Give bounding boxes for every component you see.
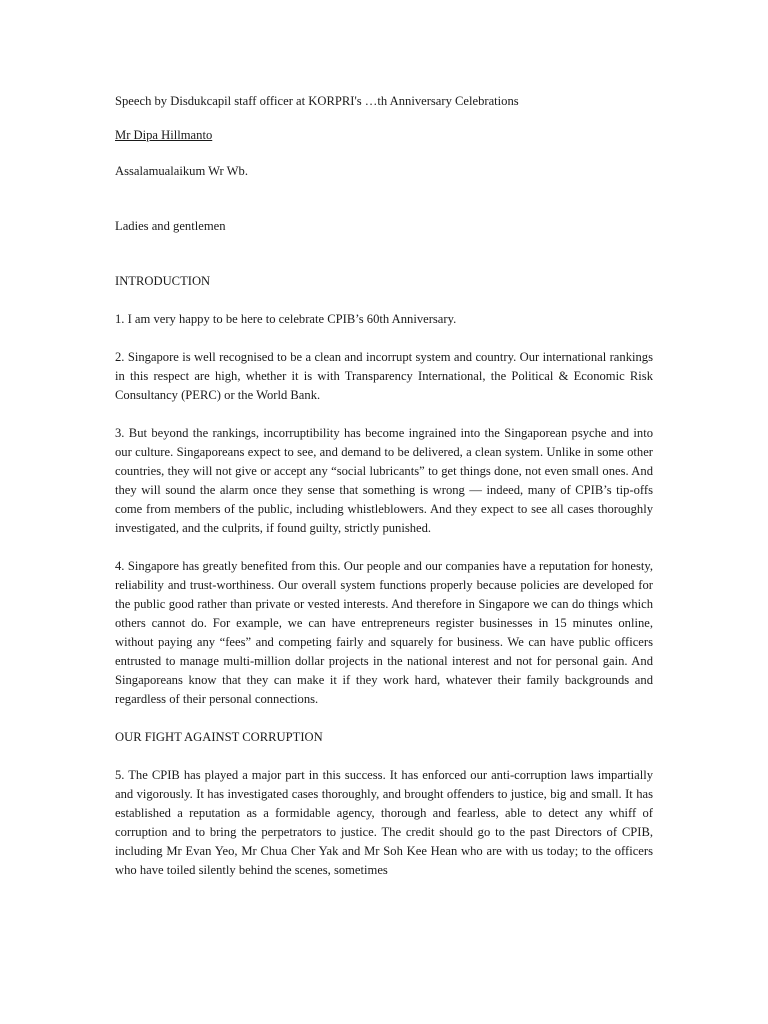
paragraph: 1. I am very happy to be here to celebrate CPIB’s 60th Anniversary. xyxy=(115,312,457,326)
document-page xyxy=(115,92,653,899)
section-heading: OUR FIGHT AGAINST CORRUPTION xyxy=(115,730,323,744)
audience-address: Ladies and gentlemen xyxy=(115,219,226,233)
speaker-name: Mr Dipa Hillmanto xyxy=(115,128,213,142)
section-heading: INTRODUCTION xyxy=(115,274,211,288)
greeting: Assalamualaikum Wr Wb. xyxy=(115,164,248,178)
speech-title: Speech by Disdukcapil staff officer at KORPRI's …th Anniversary Celebrations xyxy=(115,94,519,108)
paragraph: 3. But beyond the rankings, incorruptibility has become ingrained into the Singaporean psyche and into our culture. Singaporeans expect to see, and demand to be delivered, a clean system. Unlike in some other countries, they will not give or accept any “social lubricants” to get things done, not even small ones. And they will sound the alarm once they sense that something is wrong — indeed, many of CPIB’s tip-offs come from members of the public, including whistleblowers. And they expect to see all cases thoroughly investigated, and the culprits, if found guilty, strictly punished. xyxy=(115,426,653,535)
section-fight-against-corruption xyxy=(115,728,653,880)
paragraph: 4. Singapore has greatly benefited from this. Our people and our companies have a reputation for honesty, reliability and trust-worthiness. Our overall system functions properly because policies are developed for the public good rather than private or vested interests. And therefore in Singapore we can do things which others cannot do. For example, we can have entrepreneurs register businesses in 15 minutes online, without paying any “fees” and competing fairly and squarely for business. We can have public officers entrusted to manage multi-million dollar projects in the national interest and not for personal gain. And Singaporeans know that they can make it if they work hard, whatever their family backgrounds and regardless of their personal connections. xyxy=(115,559,653,706)
paragraph: 2. Singapore is well recognised to be a clean and incorrupt system and country. Our international rankings in this respect are high, whether it is with Transparency International, the Political & Economic Risk Consultancy (PERC) or the World Bank. xyxy=(115,350,653,402)
section-introduction xyxy=(115,272,653,709)
paragraph: 5. The CPIB has played a major part in this success. It has enforced our anti-corruption laws impartially and vigorously. It has investigated cases thoroughly, and brought offenders to justice, big and small. It has established a reputation as a formidable agency, thorough and fearless, able to detect any whiff of corruption and to bring the perpetrators to justice. The credit should go to the past Directors of CPIB, including Mr Evan Yeo, Mr Chua Cher Yak and Mr Soh Kee Hean who are with us today; to the officers who have toiled silently behind the scenes, sometimes xyxy=(115,768,653,877)
